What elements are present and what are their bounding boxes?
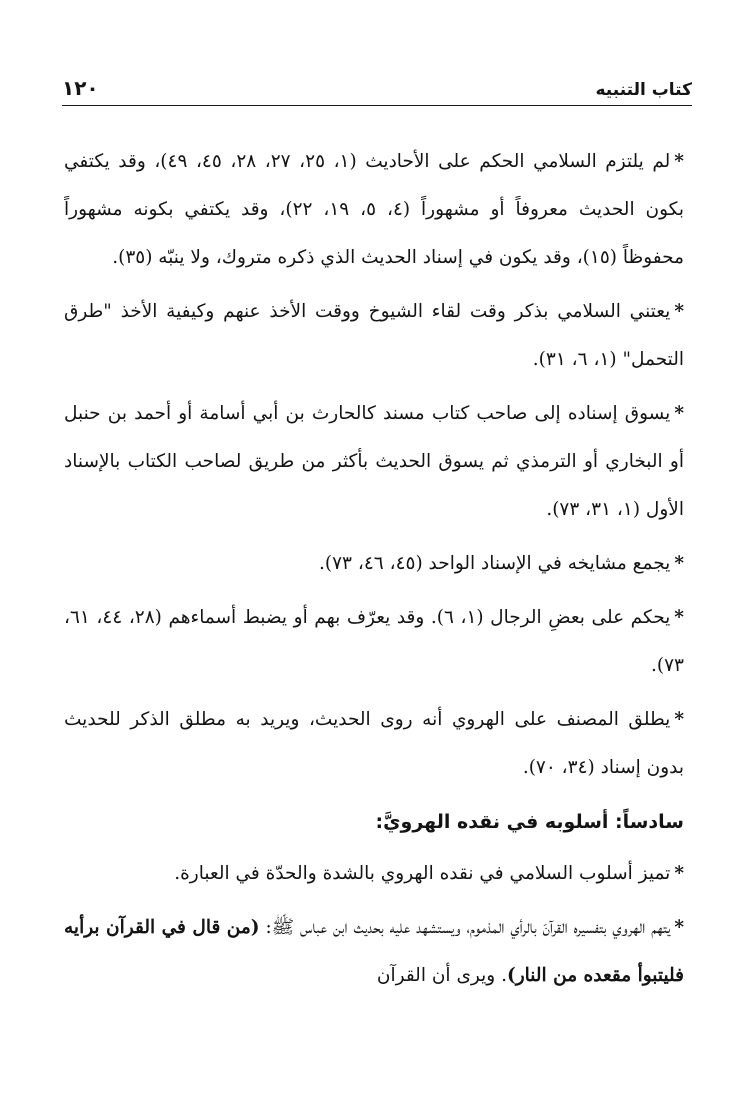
paragraph-2 (64, 288, 684, 384)
paragraph-5-text: يحكم على بعضِ الرجال (١، ٦). وقد يعرّف بهم أو يضبط أسماءهم (٢٨، ٤٤، ٦١، ٧٣). (64, 607, 684, 676)
body-text (64, 138, 684, 1006)
header-rule (62, 105, 692, 106)
bullet-marker: * (674, 151, 684, 172)
bullet-marker: * (674, 863, 684, 884)
paragraph-1 (64, 138, 684, 282)
bullet-marker: * (674, 403, 684, 424)
hadith-quote: (من قال في القرآن برأيه فليتبوأ مقعده من النار) (64, 917, 684, 986)
paragraph-4-text: يجمع مشايخه في الإسناد الواحد (٤٥، ٤٦، ٧٣). (319, 553, 671, 574)
paragraph-5 (64, 594, 684, 690)
paragraph-1-text: لم يلتزم السلامي الحكم على الأحاديث (١، ٢٥، ٢٧، ٢٨، ٤٥، ٤٩)، وقد يكتفي بكون الحديث معروفاً أو مشهوراً (٤، ٥، ١٩، ٢٢)، وقد يكتفي بكونه مشهوراً محفوظاً (١٥)، وقد يكون في إسناد الحديث الذي ذكره متروك، ولا ينبّه (٣٥). (64, 151, 684, 268)
paragraph-2-text: يعتني السلامي بذكر وقت لقاء الشيوخ ووقت الأخذ عنهم وكيفية الأخذ "طرق التحمل" (١، ٦، ٣١). (64, 301, 684, 370)
page-number: ١٢٠ (62, 76, 99, 100)
bullet-marker: * (674, 553, 684, 574)
section-heading: سادساً: أسلوبه في نقده الهرويَّ: (375, 811, 684, 833)
bullet-marker: * (674, 301, 684, 322)
paragraph-3 (64, 390, 684, 534)
paragraph-7-text: تميز أسلوب السلامي في نقده الهروي بالشدة والحدّة في العبارة. (174, 863, 671, 884)
paragraph-6 (64, 696, 684, 792)
paragraph-4 (64, 540, 684, 588)
paragraph-7 (64, 850, 684, 898)
paragraph-3-text: يسوق إسناده إلى صاحب كتاب مسند كالحارث بن أبي أسامة أو أحمد بن حنبل أو البخاري أو الترمذي ثم يسوق الحديث بأكثر من طريق لصاحب الكتاب بالإسناد الأول (١، ٣١، ٧٣). (64, 403, 684, 520)
bullet-marker: * (674, 607, 684, 628)
paragraph-8 (64, 904, 684, 1000)
paragraph-8-text: يتهم الهروي بتفسيره القرآنَ بالرأي المذموم، ويستشهد عليه بحديث ابن عباس ﷺ: (259, 917, 671, 938)
bullet-marker: * (674, 709, 684, 730)
running-title: كتاب التنبيه (595, 80, 692, 100)
bullet-marker: * (674, 917, 684, 938)
paragraph-8-text-end: . ويرى أن القرآن (376, 965, 507, 986)
paragraph-6-text: يطلق المصنف على الهروي أنه روى الحديث، ويريد به مطلق الذكر للحديث بدون إسناد (٣٤، ٧٠). (64, 709, 684, 778)
page-header (62, 66, 692, 106)
